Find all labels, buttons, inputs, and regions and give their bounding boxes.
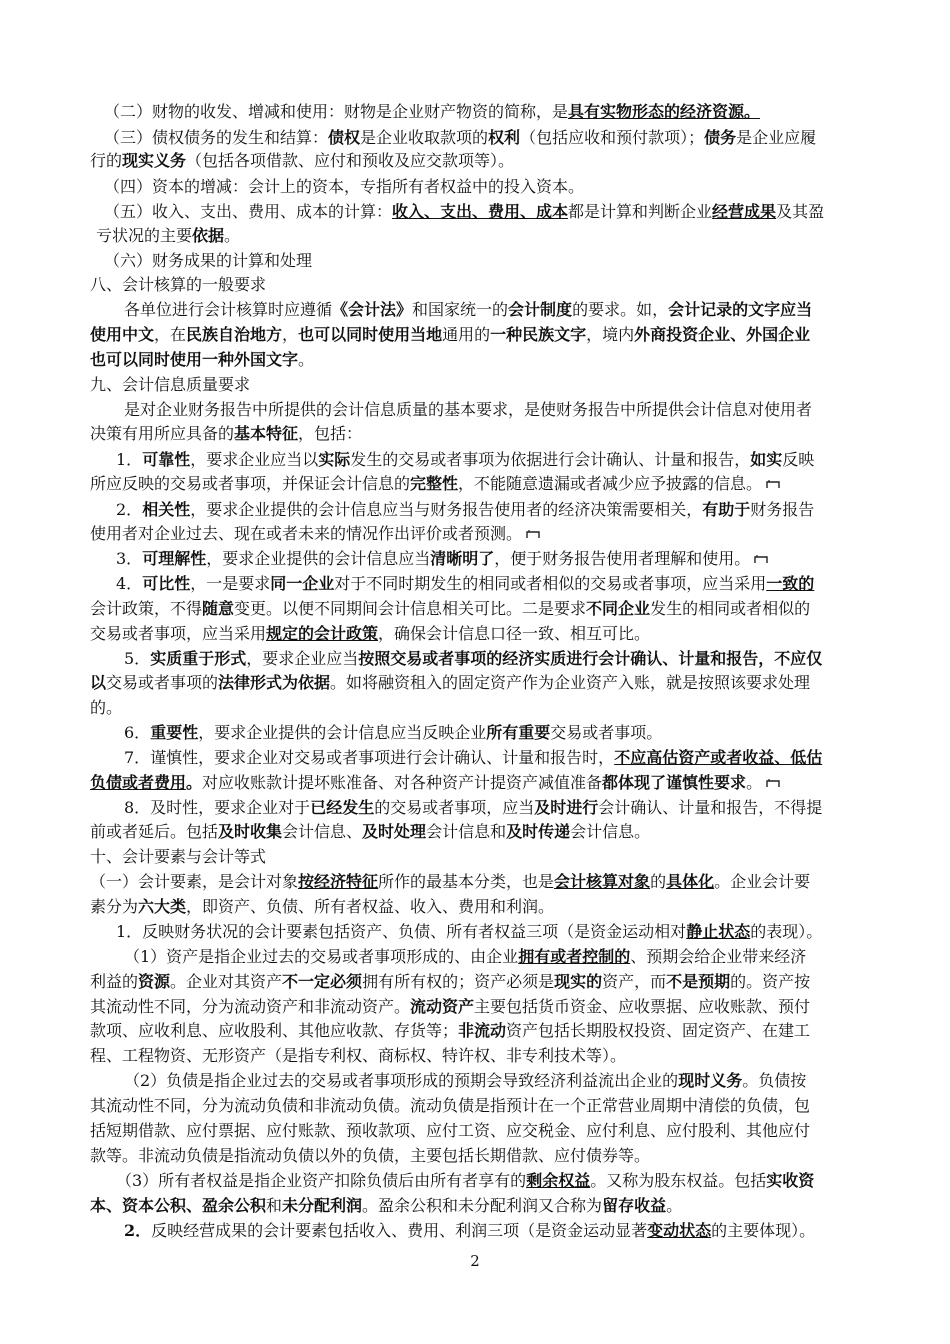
body-text: 。 bbox=[224, 226, 241, 245]
text-line bbox=[124, 400, 812, 420]
body-text: （包括应收和预付款项）； bbox=[520, 128, 705, 147]
text-line bbox=[124, 798, 822, 818]
body-text: 资产包括长期股权投资、固定资产、在建工 bbox=[506, 1021, 811, 1040]
body-text: 主要包括货币资金、应收票据、应收账款、预付 bbox=[474, 997, 811, 1016]
emphasis-text: 已经发生 bbox=[310, 798, 375, 817]
text-line bbox=[90, 151, 514, 171]
emphasis-text: 及时处理 bbox=[362, 822, 427, 841]
emphasis-text: 现实义务 bbox=[122, 151, 187, 170]
text-line bbox=[116, 549, 768, 570]
body-text: 对应收账款计提坏账准备、对各种资产计提资产减值准备 bbox=[202, 773, 603, 792]
emphasis-text: 一种民族文字 bbox=[490, 325, 587, 344]
text-line bbox=[124, 748, 822, 768]
text-line bbox=[104, 128, 816, 148]
text-line bbox=[90, 698, 122, 718]
body-text: 会计信息和 bbox=[426, 822, 507, 841]
return-mark-icon bbox=[526, 525, 540, 545]
body-text: 反映经营成果的会计要素包括收入、费用、利润三项（是资金运动显著 bbox=[151, 1221, 648, 1240]
emphasis-underlined-text: 静止状态 bbox=[686, 922, 751, 941]
text-line bbox=[90, 872, 810, 892]
emphasis-text: 会计记录的文字应当 bbox=[668, 300, 813, 319]
body-text: 交易或者事项的 bbox=[106, 673, 219, 692]
emphasis-text: 未分配利润 bbox=[282, 1196, 363, 1215]
body-text: ，境内 bbox=[586, 325, 635, 344]
emphasis-underlined-text: 拥有或者控制的 bbox=[518, 947, 631, 966]
body-text: 5． bbox=[124, 649, 151, 668]
body-text: 。 bbox=[298, 350, 315, 369]
text-line bbox=[116, 1171, 814, 1191]
emphasis-text: 随意 bbox=[202, 599, 235, 618]
body-text: 其流动性不同，分为流动资产和非流动资产。 bbox=[90, 997, 411, 1016]
text-line bbox=[96, 226, 240, 246]
body-text: 通用的 bbox=[442, 325, 491, 344]
emphasis-text: 如实 bbox=[750, 450, 783, 469]
emphasis-text: 相关性 bbox=[142, 500, 191, 519]
emphasis-text: 可比性 bbox=[142, 574, 191, 593]
emphasis-text: 实质重于形式 bbox=[150, 649, 247, 668]
body-text: 的要求。如， bbox=[572, 300, 669, 319]
text-line bbox=[90, 624, 650, 644]
text-line bbox=[90, 1196, 682, 1216]
body-text: ，要求企业提供的会计信息应当 bbox=[206, 549, 431, 568]
body-text: ，要求企业应当以 bbox=[190, 450, 319, 469]
text-line bbox=[116, 450, 814, 470]
body-text: （3）所有者权益是指企业资产扣除负债后由所有者享有的 bbox=[116, 1171, 527, 1190]
emphasis-text: 六大类 bbox=[138, 897, 187, 916]
body-text: 。 bbox=[666, 1196, 683, 1215]
emphasis-underlined-text: 不应高估资产或者收益、低估 bbox=[614, 748, 823, 767]
body-text: 程、工程物资、无形资产（是指专利权、商标权、特许权、非专利技术等）。 bbox=[90, 1046, 627, 1065]
emphasis-text: 资源 bbox=[138, 972, 171, 991]
body-text: 款等。非流动负债是指流动负债以外的负债，主要包括长期借款、应付债券等。 bbox=[90, 1146, 651, 1165]
body-text: 反映 bbox=[782, 450, 815, 469]
body-text: 是企业应履 bbox=[736, 128, 817, 147]
body-text: 九、会计信息质量要求 bbox=[90, 375, 251, 394]
text-line bbox=[104, 177, 584, 197]
emphasis-text: 2． bbox=[124, 1221, 152, 1240]
body-text: 对于不同时期发生的相同或者相似的交易或者事项，应当采用 bbox=[334, 574, 767, 593]
text-line bbox=[90, 997, 810, 1017]
body-text: 资产，而 bbox=[602, 972, 667, 991]
text-line bbox=[116, 922, 822, 942]
text-line bbox=[90, 972, 810, 992]
text-line bbox=[90, 1046, 626, 1066]
body-text: （三）债权债务的发生和结算： bbox=[104, 128, 329, 147]
body-text: 的表现）。 bbox=[750, 922, 823, 941]
body-text: 1． bbox=[116, 450, 143, 469]
body-text: 所作的最基本分类，也是 bbox=[378, 872, 555, 891]
body-text: 。盈余公积和未分配利润又合称为 bbox=[362, 1196, 603, 1215]
emphasis-text: 民族自治地方 bbox=[186, 325, 283, 344]
emphasis-text: 都体现了谨慎性要求 bbox=[602, 773, 747, 792]
body-text: 前或者延后。包括 bbox=[90, 822, 219, 841]
body-text: 4． bbox=[116, 574, 143, 593]
body-text: 使用者对企业过去、现在或者未来的情况作出评价或者预测。 bbox=[90, 524, 523, 543]
text-line bbox=[90, 524, 540, 545]
body-text: 都是计算和判断企业 bbox=[568, 202, 713, 221]
body-text: 行的 bbox=[90, 151, 123, 170]
body-text: 的主要体现）。 bbox=[711, 1221, 816, 1240]
body-text: （二）财物的收发、增减和使用：财物是企业财产物资的简称，是 bbox=[104, 102, 569, 121]
emphasis-text: 及时收集 bbox=[218, 822, 283, 841]
text-line bbox=[90, 1021, 810, 1041]
emphasis-underlined-text: 会计核算对象 bbox=[554, 872, 651, 891]
text-line bbox=[90, 897, 554, 917]
text-line bbox=[90, 773, 780, 794]
emphasis-underlined-text: 负债或者费用 bbox=[90, 773, 187, 792]
body-text: 会计政策，不得 bbox=[90, 599, 203, 618]
emphasis-text: 实际 bbox=[318, 450, 351, 469]
text-line bbox=[124, 300, 812, 320]
emphasis-text: 也可以同时使用一种外国文字 bbox=[90, 350, 299, 369]
body-text: 。企业对其资产 bbox=[170, 972, 283, 991]
body-text: ，要求企业提供的会计信息应当与财务报告使用者的经济决策需要相关， bbox=[190, 500, 703, 519]
text-line bbox=[116, 500, 814, 520]
emphasis-text: 可靠性 bbox=[142, 450, 191, 469]
body-text: 的 bbox=[650, 872, 667, 891]
emphasis-text: 依据 bbox=[192, 226, 225, 245]
emphasis-text: 及时传递 bbox=[506, 822, 571, 841]
emphasis-text: 使用中文 bbox=[90, 325, 155, 344]
body-text: （四）资本的增减：会计上的资本，专指所有者权益中的投入资本。 bbox=[104, 177, 585, 196]
body-text: 1．反映财务状况的会计要素包括资产、负债、所有者权益三项（是资金运动相对 bbox=[116, 922, 687, 941]
body-text: （2）负债是指企业过去的交易或者事项形成的预期会导致经济利益流出企业的 bbox=[124, 1071, 679, 1090]
emphasis-underlined-text: 规定的会计政策 bbox=[266, 624, 379, 643]
body-text: 7．谨慎性，要求企业对交易或者事项进行会计确认、计量和报告时， bbox=[124, 748, 615, 767]
body-text: ，即资产、负债、所有者权益、收入、费用和利润。 bbox=[186, 897, 555, 916]
text-line bbox=[90, 350, 314, 370]
emphasis-underlined-text: 具体化 bbox=[666, 872, 715, 891]
body-text: 决策有用所应具备的 bbox=[90, 424, 235, 443]
text-line bbox=[90, 822, 650, 842]
text-line bbox=[124, 947, 806, 967]
body-text: 、预期会给企业带来经济 bbox=[630, 947, 807, 966]
emphasis-text: 现时义务 bbox=[678, 1071, 743, 1090]
emphasis-text: 现实的 bbox=[554, 972, 603, 991]
body-text: 6． bbox=[124, 723, 151, 742]
return-mark-icon bbox=[766, 774, 780, 794]
emphasis-text: 会计制度 bbox=[508, 300, 573, 319]
body-text: 括短期借款、应付票据、应付账款、预收款项、应付工资、应交税金、应付利息、应付股利、其他应付 bbox=[90, 1121, 811, 1140]
text-line bbox=[90, 1121, 810, 1141]
body-text: ，便于财务报告使用者理解和使用。 bbox=[494, 549, 751, 568]
body-text: ，在 bbox=[154, 325, 187, 344]
emphasis-text: 按照交易或者事项的经济实质进行会计确认、计量和报告，不应仅 bbox=[358, 649, 823, 668]
text-line bbox=[90, 275, 266, 295]
emphasis-text: 债权 bbox=[328, 128, 361, 147]
emphasis-text: 所有重要 bbox=[486, 723, 551, 742]
body-text: ，要求企业应当 bbox=[246, 649, 359, 668]
body-text: 拥有所有权的；资产必须是 bbox=[362, 972, 555, 991]
body-text: ，确保会计信息口径一致、相互可比。 bbox=[378, 624, 651, 643]
body-text: （六）财务成果的计算和处理 bbox=[104, 251, 313, 270]
emphasis-text: 清晰明了 bbox=[430, 549, 495, 568]
body-text: 亏状况的主要 bbox=[96, 226, 193, 245]
body-text: 。 bbox=[746, 773, 763, 792]
body-text: （包括各项借款、应付和预收及应交款项等）。 bbox=[186, 151, 515, 170]
emphasis-text: 及时进行 bbox=[534, 798, 599, 817]
emphasis-text: 完整性 bbox=[410, 474, 459, 493]
body-text: 的。资产按 bbox=[730, 972, 811, 991]
text-line bbox=[124, 1221, 815, 1241]
emphasis-underlined-text: 按经济特征 bbox=[298, 872, 379, 891]
body-text: 的。 bbox=[90, 698, 123, 717]
text-line bbox=[104, 251, 312, 271]
emphasis-text: 权利 bbox=[488, 128, 521, 147]
page-number: 2 bbox=[470, 1252, 480, 1270]
body-text: 发生的相同或者相似的 bbox=[650, 599, 811, 618]
text-line bbox=[90, 673, 810, 693]
emphasis-text: 有助于 bbox=[702, 500, 751, 519]
body-text: （1）资产是指企业过去的交易或者事项形成的、由企业 bbox=[124, 947, 519, 966]
body-text: 。负债按 bbox=[742, 1071, 807, 1090]
body-text: 3． bbox=[116, 549, 143, 568]
text-line bbox=[90, 424, 362, 444]
body-text: 8．及时性，要求企业对于 bbox=[124, 798, 311, 817]
body-text: 会计信息、 bbox=[282, 822, 363, 841]
body-text: 会计确认、计量和报告，不得提 bbox=[598, 798, 823, 817]
emphasis-text: 可理解性 bbox=[142, 549, 207, 568]
text-line bbox=[90, 474, 780, 495]
emphasis-text: 不同企业 bbox=[586, 599, 651, 618]
emphasis-text: 留存收益 bbox=[602, 1196, 667, 1215]
body-text: 。如将融资租入的固定资产作为企业资产入账，就是按照该要求处理 bbox=[330, 673, 811, 692]
emphasis-text: 流动资产 bbox=[410, 997, 475, 1016]
emphasis-text: 重要性 bbox=[150, 723, 199, 742]
body-text: 变更。以便不同期间会计信息相关可比。二是要求 bbox=[234, 599, 587, 618]
text-line bbox=[124, 1071, 806, 1091]
emphasis-underlined-text: 变动状态 bbox=[647, 1221, 712, 1240]
body-text: 和国家统一的 bbox=[412, 300, 509, 319]
body-text: 发生的交易或者事项为依据进行会计确认、计量和报告， bbox=[350, 450, 751, 469]
body-text: （一）会计要素，是会计对象 bbox=[90, 872, 299, 891]
body-text: 和 bbox=[266, 1196, 283, 1215]
body-text: 十、会计要素与会计等式 bbox=[90, 847, 267, 866]
emphasis-text: 外商投资企业、外国企业 bbox=[634, 325, 811, 344]
text-line bbox=[90, 375, 250, 395]
body-text: 交易或者事项。 bbox=[550, 723, 663, 742]
body-text: 是企业收取款项的 bbox=[360, 128, 489, 147]
emphasis-text: 也可以同时使用当地 bbox=[298, 325, 443, 344]
emphasis-text: 以 bbox=[90, 673, 107, 692]
text-line bbox=[90, 1146, 650, 1166]
emphasis-text: 不一定必须 bbox=[282, 972, 363, 991]
emphasis-underlined-text: 具有实物形态的经济资源。 bbox=[568, 102, 761, 121]
body-text: ，一是要求 bbox=[190, 574, 271, 593]
body-text: 是对企业财务报告中所提供的会计信息质量的基本要求，是使财务报告中所提供会计信息对使用者 bbox=[124, 400, 813, 419]
emphasis-text: 债务 bbox=[704, 128, 737, 147]
emphasis-text: 法律形式为依据 bbox=[218, 673, 331, 692]
body-text: 八、会计核算的一般要求 bbox=[90, 275, 267, 294]
body-text: 各单位进行会计核算时应遵循 bbox=[124, 300, 333, 319]
text-line bbox=[90, 847, 266, 867]
body-text: 利益的 bbox=[90, 972, 139, 991]
emphasis-text: 。 bbox=[186, 773, 203, 792]
emphasis-text: 基本特征 bbox=[234, 424, 299, 443]
body-text: 。企业会计要 bbox=[714, 872, 811, 891]
emphasis-underlined-text: 剩余权益 bbox=[526, 1171, 591, 1190]
text-line bbox=[124, 649, 822, 669]
body-text: 款项、应收利息、应收股利、其他应收款、存货等； bbox=[90, 1021, 459, 1040]
emphasis-underlined-text: 收入、支出、费用、成本 bbox=[392, 202, 569, 221]
body-text: 其流动性不同，分为流动负债和非流动负债。流动负债是指预计在一个正常营业周期中清偿的负债，包 bbox=[90, 1096, 811, 1115]
text-line bbox=[116, 574, 814, 594]
emphasis-text: 非流动 bbox=[458, 1021, 507, 1040]
emphasis-underlined-text: 经营成果 bbox=[712, 202, 777, 221]
emphasis-text: 实收资 bbox=[766, 1171, 815, 1190]
return-mark-icon bbox=[754, 550, 768, 570]
body-text: 会计信息。 bbox=[570, 822, 651, 841]
body-text: ，不能随意遗漏或者减少应予披露的信息。 bbox=[458, 474, 763, 493]
emphasis-text: 本、资本公积、盈余公积 bbox=[90, 1196, 267, 1215]
body-text: 2． bbox=[116, 500, 143, 519]
text-line bbox=[104, 102, 760, 122]
emphasis-underlined-text: 一致的 bbox=[766, 574, 815, 593]
body-text: ， bbox=[282, 325, 299, 344]
body-text: 交易或者事项，应当采用 bbox=[90, 624, 267, 643]
emphasis-text: 不是预期 bbox=[666, 972, 731, 991]
text-line bbox=[90, 599, 810, 619]
body-text: 素分为 bbox=[90, 897, 139, 916]
body-text: ，要求企业提供的会计信息应当反映企业 bbox=[198, 723, 487, 742]
text-line bbox=[90, 325, 810, 345]
body-text: 及其盈 bbox=[776, 202, 825, 221]
text-line bbox=[104, 202, 824, 222]
body-text: 。又称为股东权益。包括 bbox=[590, 1171, 767, 1190]
emphasis-text: 《会计法》 bbox=[332, 300, 413, 319]
body-text: 的交易或者事项，应当 bbox=[374, 798, 535, 817]
body-text: 所应反映的交易或者事项，并保证会计信息的 bbox=[90, 474, 411, 493]
text-line bbox=[90, 1096, 810, 1116]
body-text: ，包括： bbox=[298, 424, 363, 443]
body-text: 财务报告 bbox=[750, 500, 815, 519]
text-line bbox=[124, 723, 662, 743]
body-text: （五）收入、支出、费用、成本的计算： bbox=[104, 202, 393, 221]
emphasis-text: 同一企业 bbox=[270, 574, 335, 593]
return-mark-icon bbox=[766, 475, 780, 495]
